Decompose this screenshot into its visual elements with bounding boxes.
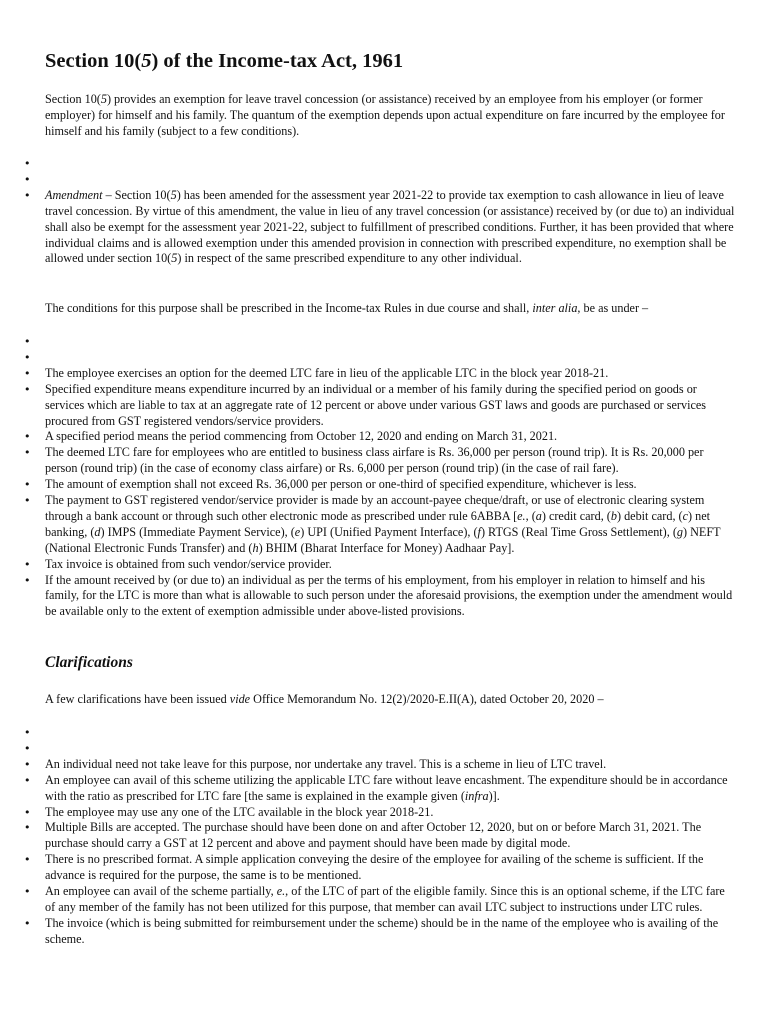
condition-item: • A specified period means the period commencing from October 12, 2020 and ending on March 31, 2021. [45,429,735,445]
empty-bullet [45,334,735,350]
condition-item: • Tax invoice is obtained from such vendor/service provider. [45,557,735,573]
title-section-number: 5 [141,50,152,72]
condition-item: • The employee exercises an option for the deemed LTC fare in lieu of the applicable LTC in the block year 2018-21. [45,366,735,382]
condition-item: • If the amount received by (or due to) an individual as per the terms of his employment, from his employer in relation to himself and his family, for the LTC is more than what is allowable to such person under the aforesaid provisions, the exemption under the amendment would be available only to the extent of exemption admissible under above-listed provisions. [45,573,735,621]
page-title [45,48,403,74]
clarifications-intro: A few clarifications have been issued vide Office Memorandum No. 12(2)/2020-E.II(A), dated October 20, 2020 – [45,692,604,706]
title-text-end: ) of the Income-tax Act, 1961 [151,50,404,72]
title-text: Section 10( [45,50,142,72]
clarification-item: • Multiple Bills are accepted. The purchase should have been done on and after October 12, 2020, but on or before March 31, 2021. The purchase should carry a GST at 12 percent and above and payment should have been made by digital mode. [45,820,735,852]
conditions-list [45,334,735,620]
clarification-item: • The invoice (which is being submitted for reimbursement under the scheme) should be in the name of the employee who is availing of the scheme. [45,916,735,948]
condition-item: • Specified expenditure means expenditure incurred by an individual or a member of his family during the specified period on goods or services which are liable to tax at an aggregate rate of 12 percent or above under various GST laws and goods are purchased or services procured from GST registered vendors/service providers. [45,382,735,430]
empty-bullet [45,725,735,741]
clarification-item: • The employee may use any one of the LTC available in the block year 2018-21. [45,805,735,821]
clarification-item: • There is no prescribed format. A simple application conveying the desire of the employee for availing of the scheme is sufficient. If the advance is required for the purpose, the same is to be mentioned. [45,852,735,884]
empty-bullet [45,350,735,366]
empty-bullet [45,156,735,172]
conditions-intro: The conditions for this purpose shall be prescribed in the Income-tax Rules in due course and shall, inter alia, be as under – [45,301,649,315]
empty-bullet [45,741,735,757]
intro-paragraph: Section 10(5) provides an exemption for leave travel concession (or assistance) received by an employee from his employer (or former employer) for himself and his family. The quantum of the exemption depends upon actual expenditure on fare incurred by the employee for himself and his family (subject to a few conditions). [45,92,725,138]
amendment-list [45,156,735,267]
condition-item: • The deemed LTC fare for employees who are entitled to business class airfare is Rs. 36,000 per person (round trip). It is Rs. 20,000 per person (round trip) (in the case of economy class airfare) or Rs. 6,000 per person (round trip) (in the case of rail fare). [45,445,735,477]
clarification-item: • An employee can avail of this scheme utilizing the applicable LTC fare without leave encashment. The expenditure should be in accordance with the ratio as prescribed for LTC fare [the same is explained in the example given (infra)]. [45,773,735,805]
clarifications-heading: Clarifications [45,654,133,671]
condition-item: • The amount of exemption shall not exceed Rs. 36,000 per person or one-third of specified expenditure, whichever is less. [45,477,735,493]
amendment-label: Amendment [45,187,103,202]
amendment-item: • Amendment – Section 10(5) has been amended for the assessment year 2021-22 to provide tax exemption to cash allowance in lieu of leave travel concession. By virtue of this amendment, the value in lieu of any travel concession (or assistance) received by (or due to) an individual shall also be exempt for the assessment year 2021-22, subject to fulfillment of prescribed conditions. Further, it has been provided that where individual claims and is allowed exemption under this amended provision in connection with prescribed expenditure, no exemption shall be allowed under section 10(5) in respect of the same prescribed expenditure to any other individual. [45,188,735,268]
clarification-item: • An individual need not take leave for this purpose, nor undertake any travel. This is a scheme in lieu of LTC travel. [45,757,735,773]
empty-bullet [45,172,735,188]
clarifications-list [45,725,735,948]
condition-item-payment: • The payment to GST registered vendor/service provider is made by an account-payee cheque/draft, or use of electronic clearing system through a bank account or through such other electronic mode as prescribed under rule 6ABBA [e., (a) credit card, (b) debit card, (c) net banking, (d) IMPS (Immediate Payment Service), (e) UPI (Unified Payment Interface), (f) RTGS (Real Time Gross Settlement), (g) NEFT (National Electronic Funds Transfer) and (h) BHIM (Bharat Interface for Money) Aadhaar Pay]. [45,493,735,557]
clarification-item: • An employee can avail of the scheme partially, e., of the LTC of part of the eligible family. Since this is an optional scheme, if the LTC fare of any member of the family has not been utilized for this purpose, that member can avail LTC subject to instructions under LTC rules. [45,884,735,916]
